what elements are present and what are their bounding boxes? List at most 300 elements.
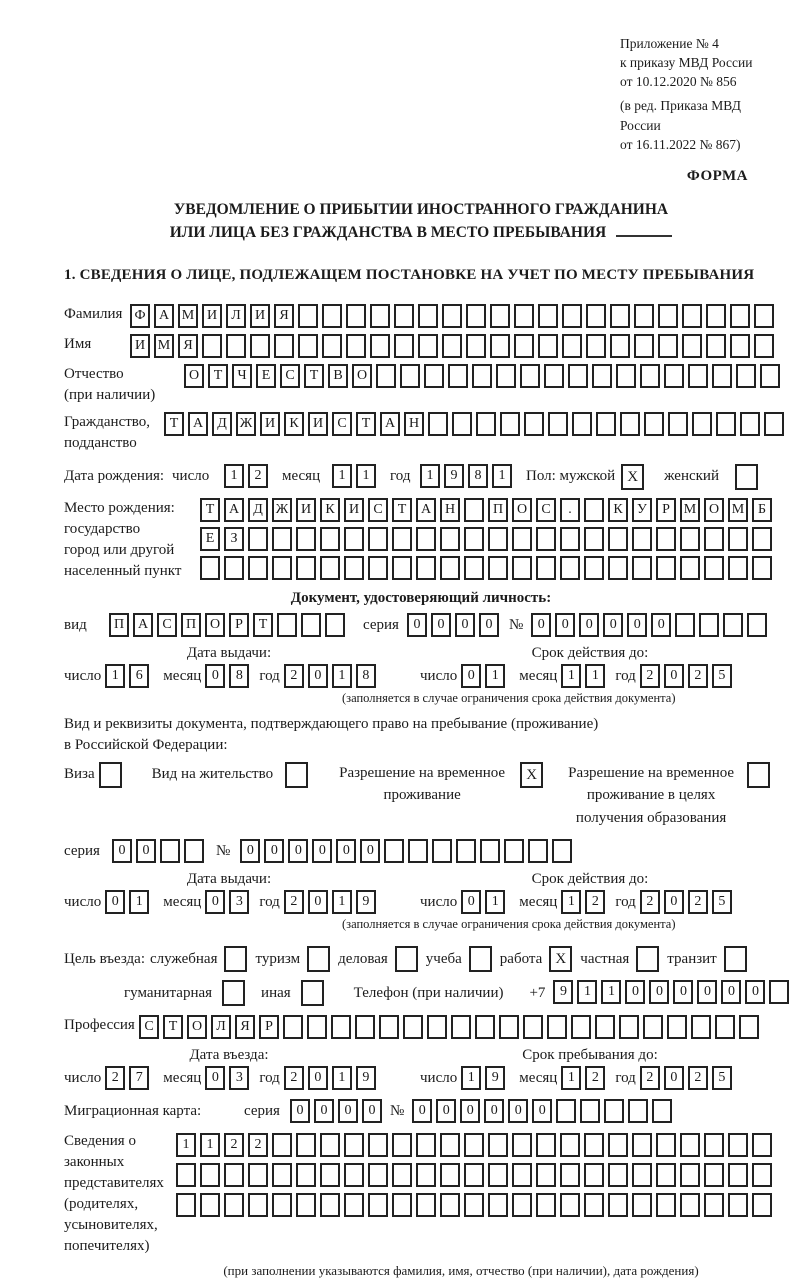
char-cell[interactable]: 0 bbox=[436, 1099, 456, 1123]
char-cell[interactable]: Т bbox=[200, 498, 220, 522]
char-cell[interactable] bbox=[440, 556, 460, 580]
char-cell[interactable] bbox=[728, 556, 748, 580]
char-cell[interactable] bbox=[320, 1133, 340, 1157]
char-cell[interactable] bbox=[592, 364, 612, 388]
char-cell[interactable] bbox=[272, 1193, 292, 1217]
char-cell[interactable]: Т bbox=[304, 364, 324, 388]
char-cell[interactable] bbox=[667, 1015, 687, 1039]
char-cell[interactable] bbox=[536, 1163, 556, 1187]
char-cell[interactable] bbox=[584, 1193, 604, 1217]
char-cell[interactable] bbox=[520, 364, 540, 388]
char-cell[interactable]: Л bbox=[211, 1015, 231, 1039]
char-cell[interactable] bbox=[224, 1193, 244, 1217]
char-cell[interactable] bbox=[640, 364, 660, 388]
char-cell[interactable]: 0 bbox=[336, 839, 356, 863]
char-cell[interactable]: О bbox=[512, 498, 532, 522]
char-cell[interactable] bbox=[608, 1133, 628, 1157]
char-cell[interactable]: А bbox=[188, 412, 208, 436]
char-cell[interactable] bbox=[584, 1163, 604, 1187]
char-cell[interactable] bbox=[658, 334, 678, 358]
char-cell[interactable]: П bbox=[181, 613, 201, 637]
checkbox-cell[interactable] bbox=[636, 946, 659, 972]
char-cell[interactable] bbox=[475, 1015, 495, 1039]
char-cell[interactable] bbox=[248, 556, 268, 580]
char-cell[interactable] bbox=[394, 334, 414, 358]
char-cell[interactable] bbox=[283, 1015, 303, 1039]
char-cell[interactable]: Е bbox=[200, 527, 220, 551]
char-cell[interactable] bbox=[728, 1193, 748, 1217]
char-cell[interactable]: 0 bbox=[651, 613, 671, 637]
char-cell[interactable] bbox=[456, 839, 476, 863]
char-cell[interactable] bbox=[368, 527, 388, 551]
char-cell[interactable]: Р bbox=[656, 498, 676, 522]
char-cell[interactable]: 0 bbox=[745, 980, 765, 1004]
char-cell[interactable] bbox=[704, 1163, 724, 1187]
char-cell[interactable] bbox=[664, 364, 684, 388]
char-cell[interactable]: Н bbox=[404, 412, 424, 436]
char-cell[interactable] bbox=[680, 527, 700, 551]
char-cell[interactable]: 0 bbox=[314, 1099, 334, 1123]
char-cell[interactable] bbox=[632, 1163, 652, 1187]
char-cell[interactable]: 0 bbox=[461, 664, 481, 688]
char-cell[interactable]: 1 bbox=[332, 464, 352, 488]
char-cell[interactable]: О bbox=[187, 1015, 207, 1039]
char-cell[interactable] bbox=[584, 1133, 604, 1157]
char-cell[interactable]: 2 bbox=[640, 1066, 660, 1090]
char-cell[interactable] bbox=[604, 1099, 624, 1123]
char-cell[interactable] bbox=[560, 556, 580, 580]
char-cell[interactable]: 2 bbox=[640, 664, 660, 688]
char-cell[interactable]: 0 bbox=[412, 1099, 432, 1123]
char-cell[interactable]: И bbox=[202, 304, 222, 328]
char-cell[interactable] bbox=[560, 1163, 580, 1187]
char-cell[interactable]: С bbox=[368, 498, 388, 522]
char-cell[interactable]: 2 bbox=[585, 890, 605, 914]
char-cell[interactable] bbox=[608, 556, 628, 580]
char-cell[interactable] bbox=[632, 556, 652, 580]
char-cell[interactable] bbox=[512, 1193, 532, 1217]
char-cell[interactable]: 0 bbox=[288, 839, 308, 863]
char-cell[interactable] bbox=[682, 334, 702, 358]
char-cell[interactable]: 0 bbox=[664, 890, 684, 914]
char-cell[interactable] bbox=[499, 1015, 519, 1039]
char-cell[interactable]: Е bbox=[256, 364, 276, 388]
char-cell[interactable] bbox=[668, 412, 688, 436]
char-cell[interactable] bbox=[400, 364, 420, 388]
char-cell[interactable] bbox=[752, 1163, 772, 1187]
char-cell[interactable]: 1 bbox=[332, 1066, 352, 1090]
char-cell[interactable]: 9 bbox=[444, 464, 464, 488]
char-cell[interactable]: Д bbox=[212, 412, 232, 436]
char-cell[interactable] bbox=[394, 304, 414, 328]
char-cell[interactable]: 1 bbox=[224, 464, 244, 488]
char-cell[interactable] bbox=[712, 364, 732, 388]
char-cell[interactable]: Р bbox=[259, 1015, 279, 1039]
char-cell[interactable] bbox=[488, 1163, 508, 1187]
char-cell[interactable] bbox=[595, 1015, 615, 1039]
char-cell[interactable] bbox=[416, 1133, 436, 1157]
char-cell[interactable] bbox=[432, 839, 452, 863]
char-cell[interactable] bbox=[656, 527, 676, 551]
char-cell[interactable] bbox=[408, 839, 428, 863]
char-cell[interactable] bbox=[379, 1015, 399, 1039]
char-cell[interactable]: И bbox=[130, 334, 150, 358]
char-cell[interactable] bbox=[346, 334, 366, 358]
char-cell[interactable] bbox=[500, 412, 520, 436]
char-cell[interactable]: 0 bbox=[532, 1099, 552, 1123]
char-cell[interactable] bbox=[536, 556, 556, 580]
char-cell[interactable] bbox=[643, 1015, 663, 1039]
char-cell[interactable] bbox=[736, 364, 756, 388]
char-cell[interactable] bbox=[200, 1193, 220, 1217]
char-cell[interactable] bbox=[301, 613, 321, 637]
char-cell[interactable] bbox=[512, 1133, 532, 1157]
char-cell[interactable]: Т bbox=[164, 412, 184, 436]
char-cell[interactable] bbox=[656, 1133, 676, 1157]
char-cell[interactable]: О bbox=[352, 364, 372, 388]
char-cell[interactable] bbox=[466, 334, 486, 358]
char-cell[interactable]: 1 bbox=[176, 1133, 196, 1157]
char-cell[interactable]: М bbox=[154, 334, 174, 358]
char-cell[interactable]: 1 bbox=[561, 890, 581, 914]
char-cell[interactable] bbox=[704, 556, 724, 580]
char-cell[interactable]: С bbox=[157, 613, 177, 637]
char-cell[interactable]: Ж bbox=[272, 498, 292, 522]
char-cell[interactable]: Л bbox=[226, 304, 246, 328]
char-cell[interactable]: А bbox=[154, 304, 174, 328]
char-cell[interactable] bbox=[608, 1163, 628, 1187]
char-cell[interactable] bbox=[704, 527, 724, 551]
char-cell[interactable] bbox=[325, 613, 345, 637]
char-cell[interactable] bbox=[368, 1193, 388, 1217]
char-cell[interactable]: Д bbox=[248, 498, 268, 522]
char-cell[interactable]: И bbox=[260, 412, 280, 436]
char-cell[interactable] bbox=[769, 980, 789, 1004]
char-cell[interactable]: 0 bbox=[105, 890, 125, 914]
char-cell[interactable] bbox=[536, 1193, 556, 1217]
char-cell[interactable] bbox=[490, 334, 510, 358]
char-cell[interactable]: 9 bbox=[356, 1066, 376, 1090]
char-cell[interactable] bbox=[248, 527, 268, 551]
char-cell[interactable]: Ф bbox=[130, 304, 150, 328]
char-cell[interactable]: Я bbox=[274, 304, 294, 328]
char-cell[interactable] bbox=[488, 1133, 508, 1157]
char-cell[interactable] bbox=[632, 1193, 652, 1217]
char-cell[interactable]: А bbox=[380, 412, 400, 436]
char-cell[interactable]: 0 bbox=[312, 839, 332, 863]
char-cell[interactable] bbox=[344, 1163, 364, 1187]
char-cell[interactable] bbox=[754, 304, 774, 328]
char-cell[interactable]: Т bbox=[208, 364, 228, 388]
char-cell[interactable]: П bbox=[109, 613, 129, 637]
char-cell[interactable]: К bbox=[608, 498, 628, 522]
char-cell[interactable]: 2 bbox=[248, 1133, 268, 1157]
char-cell[interactable] bbox=[616, 364, 636, 388]
char-cell[interactable] bbox=[652, 1099, 672, 1123]
char-cell[interactable] bbox=[547, 1015, 567, 1039]
checkbox-cell[interactable] bbox=[469, 946, 492, 972]
char-cell[interactable] bbox=[739, 1015, 759, 1039]
char-cell[interactable] bbox=[272, 556, 292, 580]
char-cell[interactable]: 5 bbox=[712, 664, 732, 688]
checkbox-cell[interactable] bbox=[301, 980, 324, 1006]
char-cell[interactable] bbox=[740, 412, 760, 436]
char-cell[interactable] bbox=[376, 364, 396, 388]
char-cell[interactable] bbox=[320, 556, 340, 580]
char-cell[interactable] bbox=[706, 334, 726, 358]
char-cell[interactable]: 2 bbox=[688, 890, 708, 914]
char-cell[interactable] bbox=[723, 613, 743, 637]
char-cell[interactable]: 0 bbox=[407, 613, 427, 637]
checkbox-cell[interactable] bbox=[307, 946, 330, 972]
char-cell[interactable] bbox=[320, 527, 340, 551]
char-cell[interactable] bbox=[706, 304, 726, 328]
char-cell[interactable]: 1 bbox=[485, 664, 505, 688]
char-cell[interactable]: . bbox=[560, 498, 580, 522]
char-cell[interactable] bbox=[680, 1133, 700, 1157]
char-cell[interactable] bbox=[224, 556, 244, 580]
char-cell[interactable] bbox=[277, 613, 297, 637]
char-cell[interactable]: 2 bbox=[224, 1133, 244, 1157]
char-cell[interactable] bbox=[440, 1133, 460, 1157]
char-cell[interactable] bbox=[572, 412, 592, 436]
char-cell[interactable]: С bbox=[139, 1015, 159, 1039]
char-cell[interactable] bbox=[424, 364, 444, 388]
char-cell[interactable] bbox=[730, 304, 750, 328]
char-cell[interactable] bbox=[392, 527, 412, 551]
char-cell[interactable]: Т bbox=[163, 1015, 183, 1039]
char-cell[interactable] bbox=[416, 1163, 436, 1187]
char-cell[interactable] bbox=[688, 364, 708, 388]
char-cell[interactable]: 1 bbox=[561, 664, 581, 688]
char-cell[interactable]: 0 bbox=[697, 980, 717, 1004]
char-cell[interactable]: 0 bbox=[290, 1099, 310, 1123]
checkbox-cell[interactable] bbox=[285, 762, 308, 788]
char-cell[interactable] bbox=[200, 1163, 220, 1187]
char-cell[interactable] bbox=[440, 1163, 460, 1187]
char-cell[interactable] bbox=[488, 1193, 508, 1217]
char-cell[interactable] bbox=[344, 1193, 364, 1217]
char-cell[interactable] bbox=[747, 613, 767, 637]
char-cell[interactable]: О bbox=[205, 613, 225, 637]
char-cell[interactable]: 1 bbox=[485, 890, 505, 914]
char-cell[interactable] bbox=[632, 527, 652, 551]
char-cell[interactable] bbox=[274, 334, 294, 358]
char-cell[interactable] bbox=[536, 1133, 556, 1157]
char-cell[interactable]: К bbox=[284, 412, 304, 436]
char-cell[interactable] bbox=[476, 412, 496, 436]
checkbox-cell[interactable] bbox=[224, 946, 247, 972]
char-cell[interactable] bbox=[610, 304, 630, 328]
char-cell[interactable] bbox=[320, 1163, 340, 1187]
char-cell[interactable] bbox=[752, 1133, 772, 1157]
char-cell[interactable]: 2 bbox=[284, 890, 304, 914]
char-cell[interactable] bbox=[496, 364, 516, 388]
char-cell[interactable] bbox=[490, 304, 510, 328]
char-cell[interactable]: К bbox=[320, 498, 340, 522]
char-cell[interactable]: 0 bbox=[308, 664, 328, 688]
char-cell[interactable]: 7 bbox=[129, 1066, 149, 1090]
char-cell[interactable]: 1 bbox=[356, 464, 376, 488]
char-cell[interactable] bbox=[296, 1133, 316, 1157]
char-cell[interactable] bbox=[596, 412, 616, 436]
char-cell[interactable]: М bbox=[680, 498, 700, 522]
char-cell[interactable] bbox=[680, 1193, 700, 1217]
char-cell[interactable]: 0 bbox=[484, 1099, 504, 1123]
char-cell[interactable]: 0 bbox=[625, 980, 645, 1004]
char-cell[interactable]: 0 bbox=[627, 613, 647, 637]
char-cell[interactable] bbox=[464, 1163, 484, 1187]
char-cell[interactable] bbox=[427, 1015, 447, 1039]
char-cell[interactable] bbox=[634, 334, 654, 358]
char-cell[interactable] bbox=[538, 334, 558, 358]
char-cell[interactable]: 0 bbox=[531, 613, 551, 637]
char-cell[interactable]: 2 bbox=[248, 464, 268, 488]
char-cell[interactable] bbox=[368, 1163, 388, 1187]
char-cell[interactable]: 5 bbox=[712, 1066, 732, 1090]
char-cell[interactable] bbox=[488, 527, 508, 551]
char-cell[interactable]: 0 bbox=[205, 890, 225, 914]
char-cell[interactable] bbox=[224, 1163, 244, 1187]
char-cell[interactable] bbox=[466, 304, 486, 328]
char-cell[interactable] bbox=[392, 556, 412, 580]
char-cell[interactable]: Р bbox=[229, 613, 249, 637]
char-cell[interactable]: 0 bbox=[455, 613, 475, 637]
char-cell[interactable] bbox=[344, 527, 364, 551]
char-cell[interactable] bbox=[658, 304, 678, 328]
char-cell[interactable] bbox=[452, 412, 472, 436]
char-cell[interactable] bbox=[560, 1133, 580, 1157]
char-cell[interactable] bbox=[416, 556, 436, 580]
char-cell[interactable] bbox=[514, 334, 534, 358]
char-cell[interactable] bbox=[440, 1193, 460, 1217]
char-cell[interactable]: 0 bbox=[603, 613, 623, 637]
char-cell[interactable]: 0 bbox=[649, 980, 669, 1004]
char-cell[interactable] bbox=[514, 304, 534, 328]
char-cell[interactable] bbox=[752, 527, 772, 551]
checkbox-cell[interactable] bbox=[222, 980, 245, 1006]
char-cell[interactable] bbox=[608, 1193, 628, 1217]
char-cell[interactable] bbox=[619, 1015, 639, 1039]
char-cell[interactable]: 2 bbox=[105, 1066, 125, 1090]
char-cell[interactable]: Т bbox=[356, 412, 376, 436]
char-cell[interactable] bbox=[464, 1133, 484, 1157]
char-cell[interactable] bbox=[752, 1193, 772, 1217]
char-cell[interactable] bbox=[704, 1193, 724, 1217]
char-cell[interactable] bbox=[392, 1133, 412, 1157]
char-cell[interactable] bbox=[322, 334, 342, 358]
char-cell[interactable]: Б bbox=[752, 498, 772, 522]
char-cell[interactable]: З bbox=[224, 527, 244, 551]
char-cell[interactable]: М bbox=[178, 304, 198, 328]
char-cell[interactable] bbox=[392, 1193, 412, 1217]
char-cell[interactable] bbox=[370, 304, 390, 328]
char-cell[interactable]: И bbox=[296, 498, 316, 522]
char-cell[interactable]: 1 bbox=[601, 980, 621, 1004]
char-cell[interactable]: 0 bbox=[360, 839, 380, 863]
char-cell[interactable] bbox=[528, 839, 548, 863]
char-cell[interactable] bbox=[370, 334, 390, 358]
char-cell[interactable]: Н bbox=[440, 498, 460, 522]
char-cell[interactable]: 0 bbox=[555, 613, 575, 637]
char-cell[interactable] bbox=[442, 304, 462, 328]
char-cell[interactable]: 0 bbox=[721, 980, 741, 1004]
checkbox-cell[interactable] bbox=[735, 464, 758, 490]
char-cell[interactable] bbox=[728, 1163, 748, 1187]
char-cell[interactable] bbox=[568, 364, 588, 388]
char-cell[interactable]: 1 bbox=[420, 464, 440, 488]
char-cell[interactable] bbox=[298, 334, 318, 358]
char-cell[interactable] bbox=[715, 1015, 735, 1039]
char-cell[interactable] bbox=[464, 1193, 484, 1217]
char-cell[interactable]: 1 bbox=[577, 980, 597, 1004]
char-cell[interactable] bbox=[296, 1163, 316, 1187]
char-cell[interactable]: 8 bbox=[356, 664, 376, 688]
char-cell[interactable]: 2 bbox=[284, 664, 304, 688]
char-cell[interactable]: 3 bbox=[229, 890, 249, 914]
char-cell[interactable]: В bbox=[328, 364, 348, 388]
char-cell[interactable]: 1 bbox=[561, 1066, 581, 1090]
char-cell[interactable] bbox=[272, 1133, 292, 1157]
char-cell[interactable]: 1 bbox=[492, 464, 512, 488]
char-cell[interactable]: И bbox=[250, 304, 270, 328]
char-cell[interactable] bbox=[548, 412, 568, 436]
char-cell[interactable] bbox=[692, 412, 712, 436]
char-cell[interactable] bbox=[730, 334, 750, 358]
char-cell[interactable]: И bbox=[344, 498, 364, 522]
char-cell[interactable] bbox=[200, 556, 220, 580]
char-cell[interactable]: Я bbox=[178, 334, 198, 358]
char-cell[interactable]: У bbox=[632, 498, 652, 522]
char-cell[interactable]: Т bbox=[392, 498, 412, 522]
char-cell[interactable] bbox=[416, 527, 436, 551]
char-cell[interactable] bbox=[634, 304, 654, 328]
char-cell[interactable]: 0 bbox=[240, 839, 260, 863]
char-cell[interactable] bbox=[451, 1015, 471, 1039]
char-cell[interactable]: Т bbox=[253, 613, 273, 637]
char-cell[interactable] bbox=[226, 334, 246, 358]
char-cell[interactable]: Ж bbox=[236, 412, 256, 436]
char-cell[interactable]: 0 bbox=[431, 613, 451, 637]
char-cell[interactable]: Ч bbox=[232, 364, 252, 388]
char-cell[interactable] bbox=[656, 556, 676, 580]
char-cell[interactable]: 2 bbox=[688, 1066, 708, 1090]
char-cell[interactable] bbox=[320, 1193, 340, 1217]
char-cell[interactable]: 2 bbox=[585, 1066, 605, 1090]
char-cell[interactable] bbox=[656, 1163, 676, 1187]
char-cell[interactable] bbox=[562, 304, 582, 328]
char-cell[interactable] bbox=[322, 304, 342, 328]
char-cell[interactable]: 0 bbox=[508, 1099, 528, 1123]
char-cell[interactable] bbox=[464, 498, 484, 522]
char-cell[interactable] bbox=[448, 364, 468, 388]
char-cell[interactable] bbox=[704, 1133, 724, 1157]
char-cell[interactable]: 9 bbox=[485, 1066, 505, 1090]
char-cell[interactable] bbox=[571, 1015, 591, 1039]
char-cell[interactable] bbox=[392, 1163, 412, 1187]
char-cell[interactable]: 0 bbox=[338, 1099, 358, 1123]
char-cell[interactable]: 8 bbox=[229, 664, 249, 688]
char-cell[interactable] bbox=[472, 364, 492, 388]
char-cell[interactable] bbox=[346, 304, 366, 328]
char-cell[interactable]: 0 bbox=[673, 980, 693, 1004]
char-cell[interactable]: П bbox=[488, 498, 508, 522]
char-cell[interactable] bbox=[512, 527, 532, 551]
char-cell[interactable] bbox=[464, 527, 484, 551]
char-cell[interactable] bbox=[368, 1133, 388, 1157]
char-cell[interactable] bbox=[488, 556, 508, 580]
char-cell[interactable] bbox=[418, 334, 438, 358]
